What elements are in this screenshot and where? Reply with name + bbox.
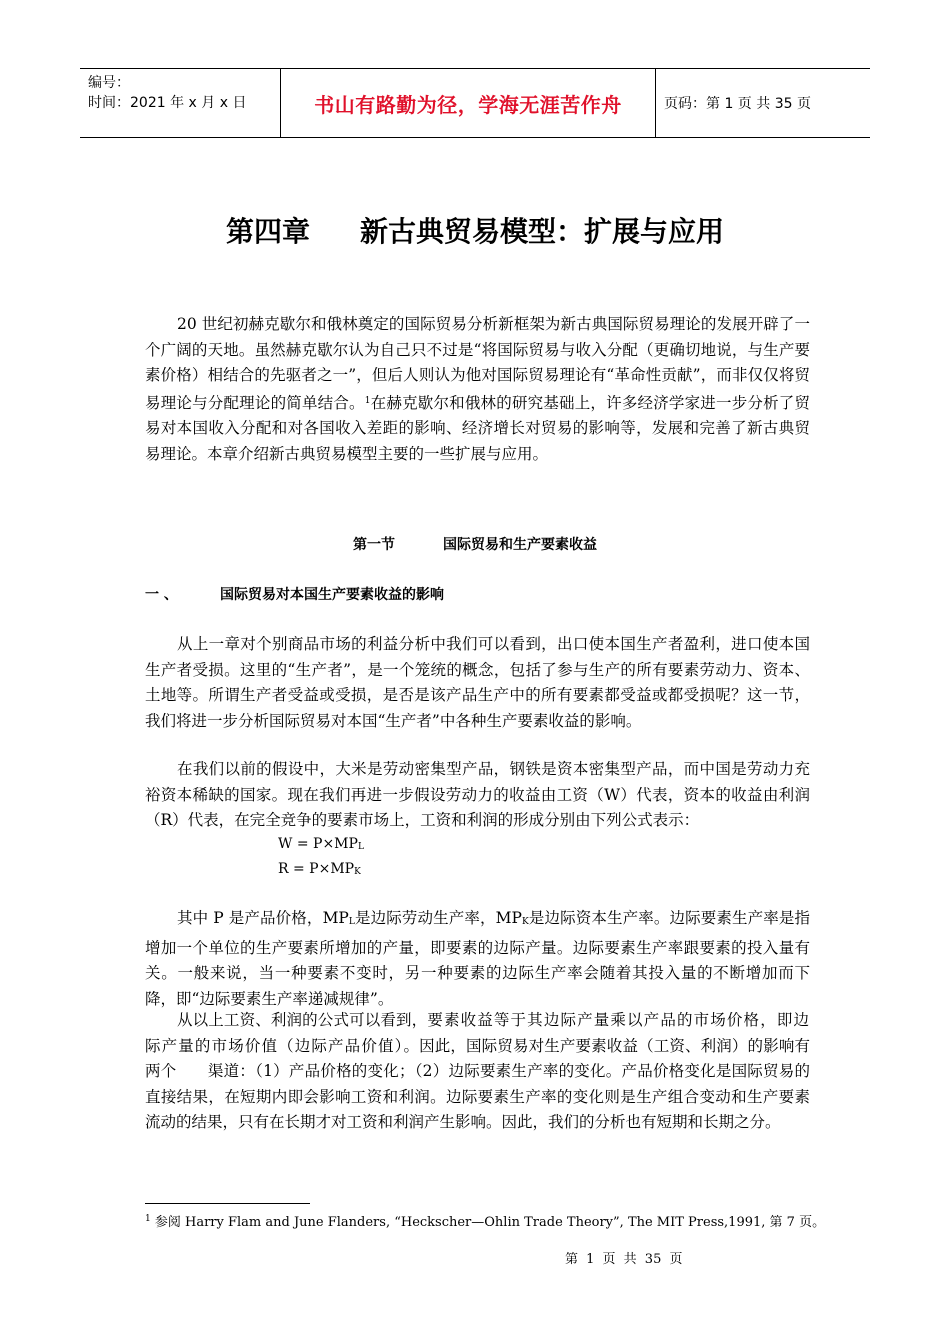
subsection-number: 一 、 [145,587,178,603]
subsection-heading [145,584,444,604]
subsection-title: 国际贸易对本国生产要素收益的影响 [220,587,444,603]
chapter-title [0,212,950,252]
section-heading [0,534,950,554]
header-page-info: 页码：第 1 页 共 35 页 [664,96,811,112]
body-paragraph-3 [145,906,810,1012]
p3-text-a: 其中 P 是产品价格，MP [177,909,349,927]
chapter-name: 新古典贸易模型：扩展与应用 [360,215,725,248]
p4-text-a: 从以上工资、利润的公式可以看到， [177,1011,428,1029]
p3-subscript-k: K [521,917,529,927]
footnote-text: 参阅 Harry Flam and June Flanders, “Heckscher—Ohlin Trade Theory”, The MIT Press,1991, 第 7 页。 [150,1215,826,1230]
footnote-mark: 1 [145,1214,151,1224]
header-meta [88,73,278,113]
body-paragraph-4 [145,1008,810,1136]
wage-formula-subscript: L [357,842,364,852]
header-date: 时间：2021 年 x 月 x 日 [88,95,247,111]
chapter-number: 第四章 [225,215,310,248]
body-paragraph-1: 从上一章对个别商品市场的利益分析中我们可以看到，出口使本国生产者盈利，进口使本国生产者受损。这里的“生产者”，是一个笼统的概念，包括了参与生产的所有要素劳动力、资本、土地等。所谓生产者受益或受损，是否是该产品生产中的所有要素都受益或都受损呢？这一节，我们将进一步分析国际贸易对本国“生产者”中各种生产要素收益的影响。 [145,635,810,730]
header-motto: 书山有路勤为径，学海无涯苦作舟 [314,92,622,117]
intro-text-part2: 在赫克歇尔和俄林的研究基础上，许多经济学家进一步分析了贸易对本国收入分配和对各国收入差距的影响、经济增长对贸易的影响等，发展和完善了新古典贸易理论。本章介绍新古典贸易模型主要的一些扩展与应用。 [145,393,810,463]
profit-formula-text: R = P×MP [278,861,355,877]
p4-text-b: 。因此，国际贸易对生产要素收益（工资、利润）的影响有两个 渠道：（1）产品价格的变化；（2）边际要素生产率的变化。产品价格变化是国际贸易的直接结果，在短期内即会影响工资和利润。边际要素生产率的变化则是生产组合变动和生产要素流动的结果，只有在长期才对工资和利润产生影响。因此，我们的分析也有短期和长期之分。 [145,1036,810,1131]
footnote-ref: 1 [364,395,371,406]
profit-formula [278,857,361,884]
intro-paragraph [145,312,810,467]
footnote [145,1210,825,1232]
document-header [80,68,870,138]
wage-formula-text: W = P×MP [278,836,358,852]
p3-text-b: 是边际劳动生产率，MP [354,909,522,927]
profit-formula-subscript: K [354,867,361,877]
section-number: 第一节 [353,537,395,553]
wage-formula [278,832,364,859]
page-footer: 第 1 页 共 35 页 [565,1252,683,1267]
header-code-label: 编号： [88,75,130,91]
p4-emphasis: 要素收益等于其边际产量乘以产品的市场价格，即边际产量的市场价值（边际产品价值） [145,1011,810,1055]
body-paragraph-2: 在我们以前的假设中，大米是劳动密集型产品，钢铁是资本密集型产品，而中国是劳动力充裕资本稀缺的国家。现在我们再进一步假设劳动力的收益由工资（W）代表，资本的收益由利润（R）代表，在完全竞争的要素市场上，工资和利润的形成分别由下列公式表示： [145,760,810,829]
p3-text-c: 是边际资本生产率。边际要素生产率是指增加一个单位的生产要素所增加的产量，即要素的边际产量。边际要素生产率跟要素的投入量有关。一般来说，当一种要素不变时，另一种要素的边际生产率会随着其投入量的不断增加而下降，即“边际要素生产率递减规律”。 [145,909,810,1008]
section-title: 国际贸易和生产要素收益 [443,537,597,553]
footnote-separator [145,1203,310,1204]
intro-text-part1: 20 世纪初赫克歇尔和俄林奠定的国际贸易分析新框架为新古典国际贸易理论的发展开辟了一个广阔的天地。虽然赫克歇尔认为自己只不过是“将国际贸易与收入分配（更确切地说，与生产要素价格）相结合的先驱者之一”，但后人则认为他对国际贸易理论有“革命性贡献”，而非仅仅将贸易理论与分配理论的简单结合。 [145,315,810,412]
header-divider [655,69,656,137]
p3-subscript-l: L [348,917,355,927]
